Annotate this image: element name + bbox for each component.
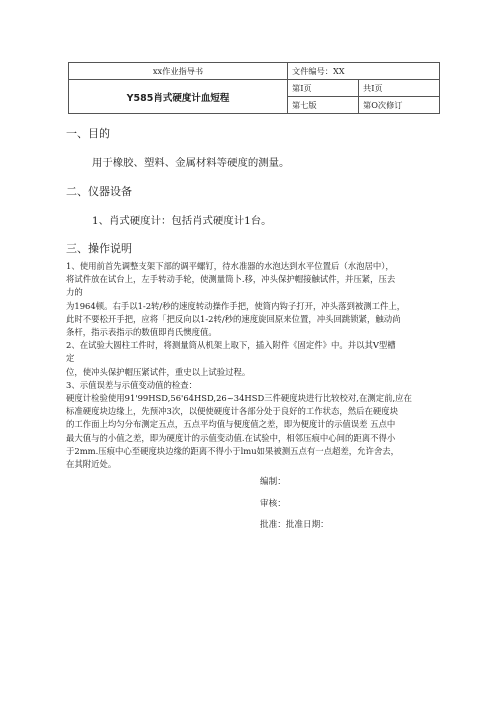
- operation-line: 2、在试验大圆柱工件时，将测量筒从机架上取下，插入附件《固定件》中。并以其V型槽: [66, 340, 396, 351]
- operation-line: 在其附近处。: [66, 459, 117, 470]
- operation-line: 力的: [66, 287, 83, 298]
- operation-line: 位，使冲头保护帽压紧试件，重史以上试验过程。: [66, 366, 251, 377]
- total-pages: 共I页: [359, 80, 440, 97]
- operation-line: 硬度计检验使用91'99HSD,56'64HSD,26~34HSD三件硬度块进行比较校对,在测定前,应在: [66, 393, 412, 404]
- operation-line: 为1964顿。右手以1-2转/秒的速度转动操作手把，使筒内钩子打开，冲头落到被测工件上，: [66, 300, 406, 311]
- operation-heading: 三、操作说明: [66, 242, 132, 255]
- equipment-text: 1、肖式硬度计：包括肖式硬度计1台。: [92, 215, 272, 227]
- reviewed-by-label: 审核：: [260, 499, 286, 509]
- document-type: xx作业指导书: [69, 63, 288, 80]
- purpose-heading: 一、目的: [66, 127, 110, 140]
- edition: 第七版: [288, 97, 359, 114]
- operation-line: 定: [66, 353, 75, 364]
- revision: 第O次修订: [359, 97, 440, 114]
- document-number: 文件编号：XX: [288, 63, 440, 80]
- operation-body: [66, 260, 444, 471]
- operation-line: 3、示值误差与示值变动值的检查：: [66, 379, 197, 390]
- operation-line: 标准硬度块边缘上，先预冲3次，以便使硬度计各部分处于良好的工作状态，然后在硬度块: [66, 406, 398, 417]
- page-number: 第I页: [288, 80, 359, 97]
- compiled-by-label: 编制：: [260, 477, 286, 487]
- operation-line: 此时不要松开手把，应将「把反向以1-2转/秒的速度旋回原来位置，冲头回跳锁紧，触动尚: [66, 313, 401, 324]
- operation-line: 将试件放在试台上，左手转动手轮，使测量筒卜.移，冲头保护帽接触试件，并压紧，压去: [66, 274, 396, 285]
- operation-line: 1、使用前首先调整支架下部的调平螺钉，待水准器的水泡达到水平位置后（水泡居中），: [66, 261, 394, 271]
- equipment-heading: 二、仪器设备: [66, 185, 132, 198]
- document-title: Y585肖式硬度计血短程: [69, 80, 288, 114]
- approved-by-label: 批准：批准日期：: [260, 520, 329, 530]
- operation-line: 的工作面上均匀分布测定五点，五点平均值与便度值之差，即为便度计的示值误差 五点中: [66, 419, 396, 430]
- operation-line: 最大值与的小值之差，即为硬度计的示值变动值.在试验中，相邻压痕中心间的距离不得小: [66, 432, 396, 443]
- operation-line: 条杆，指示表指示的数值即肖氏懊度值。: [66, 327, 217, 338]
- purpose-text: 用于橡胶、塑料、金属材料等硬度的测量。: [92, 157, 290, 169]
- document-header-table: [68, 62, 440, 114]
- operation-line: 于2mm.压痕中心至硬度块边缘的距离不得小于lmu如果被测五点有一点超差，允许舍去，: [66, 445, 400, 456]
